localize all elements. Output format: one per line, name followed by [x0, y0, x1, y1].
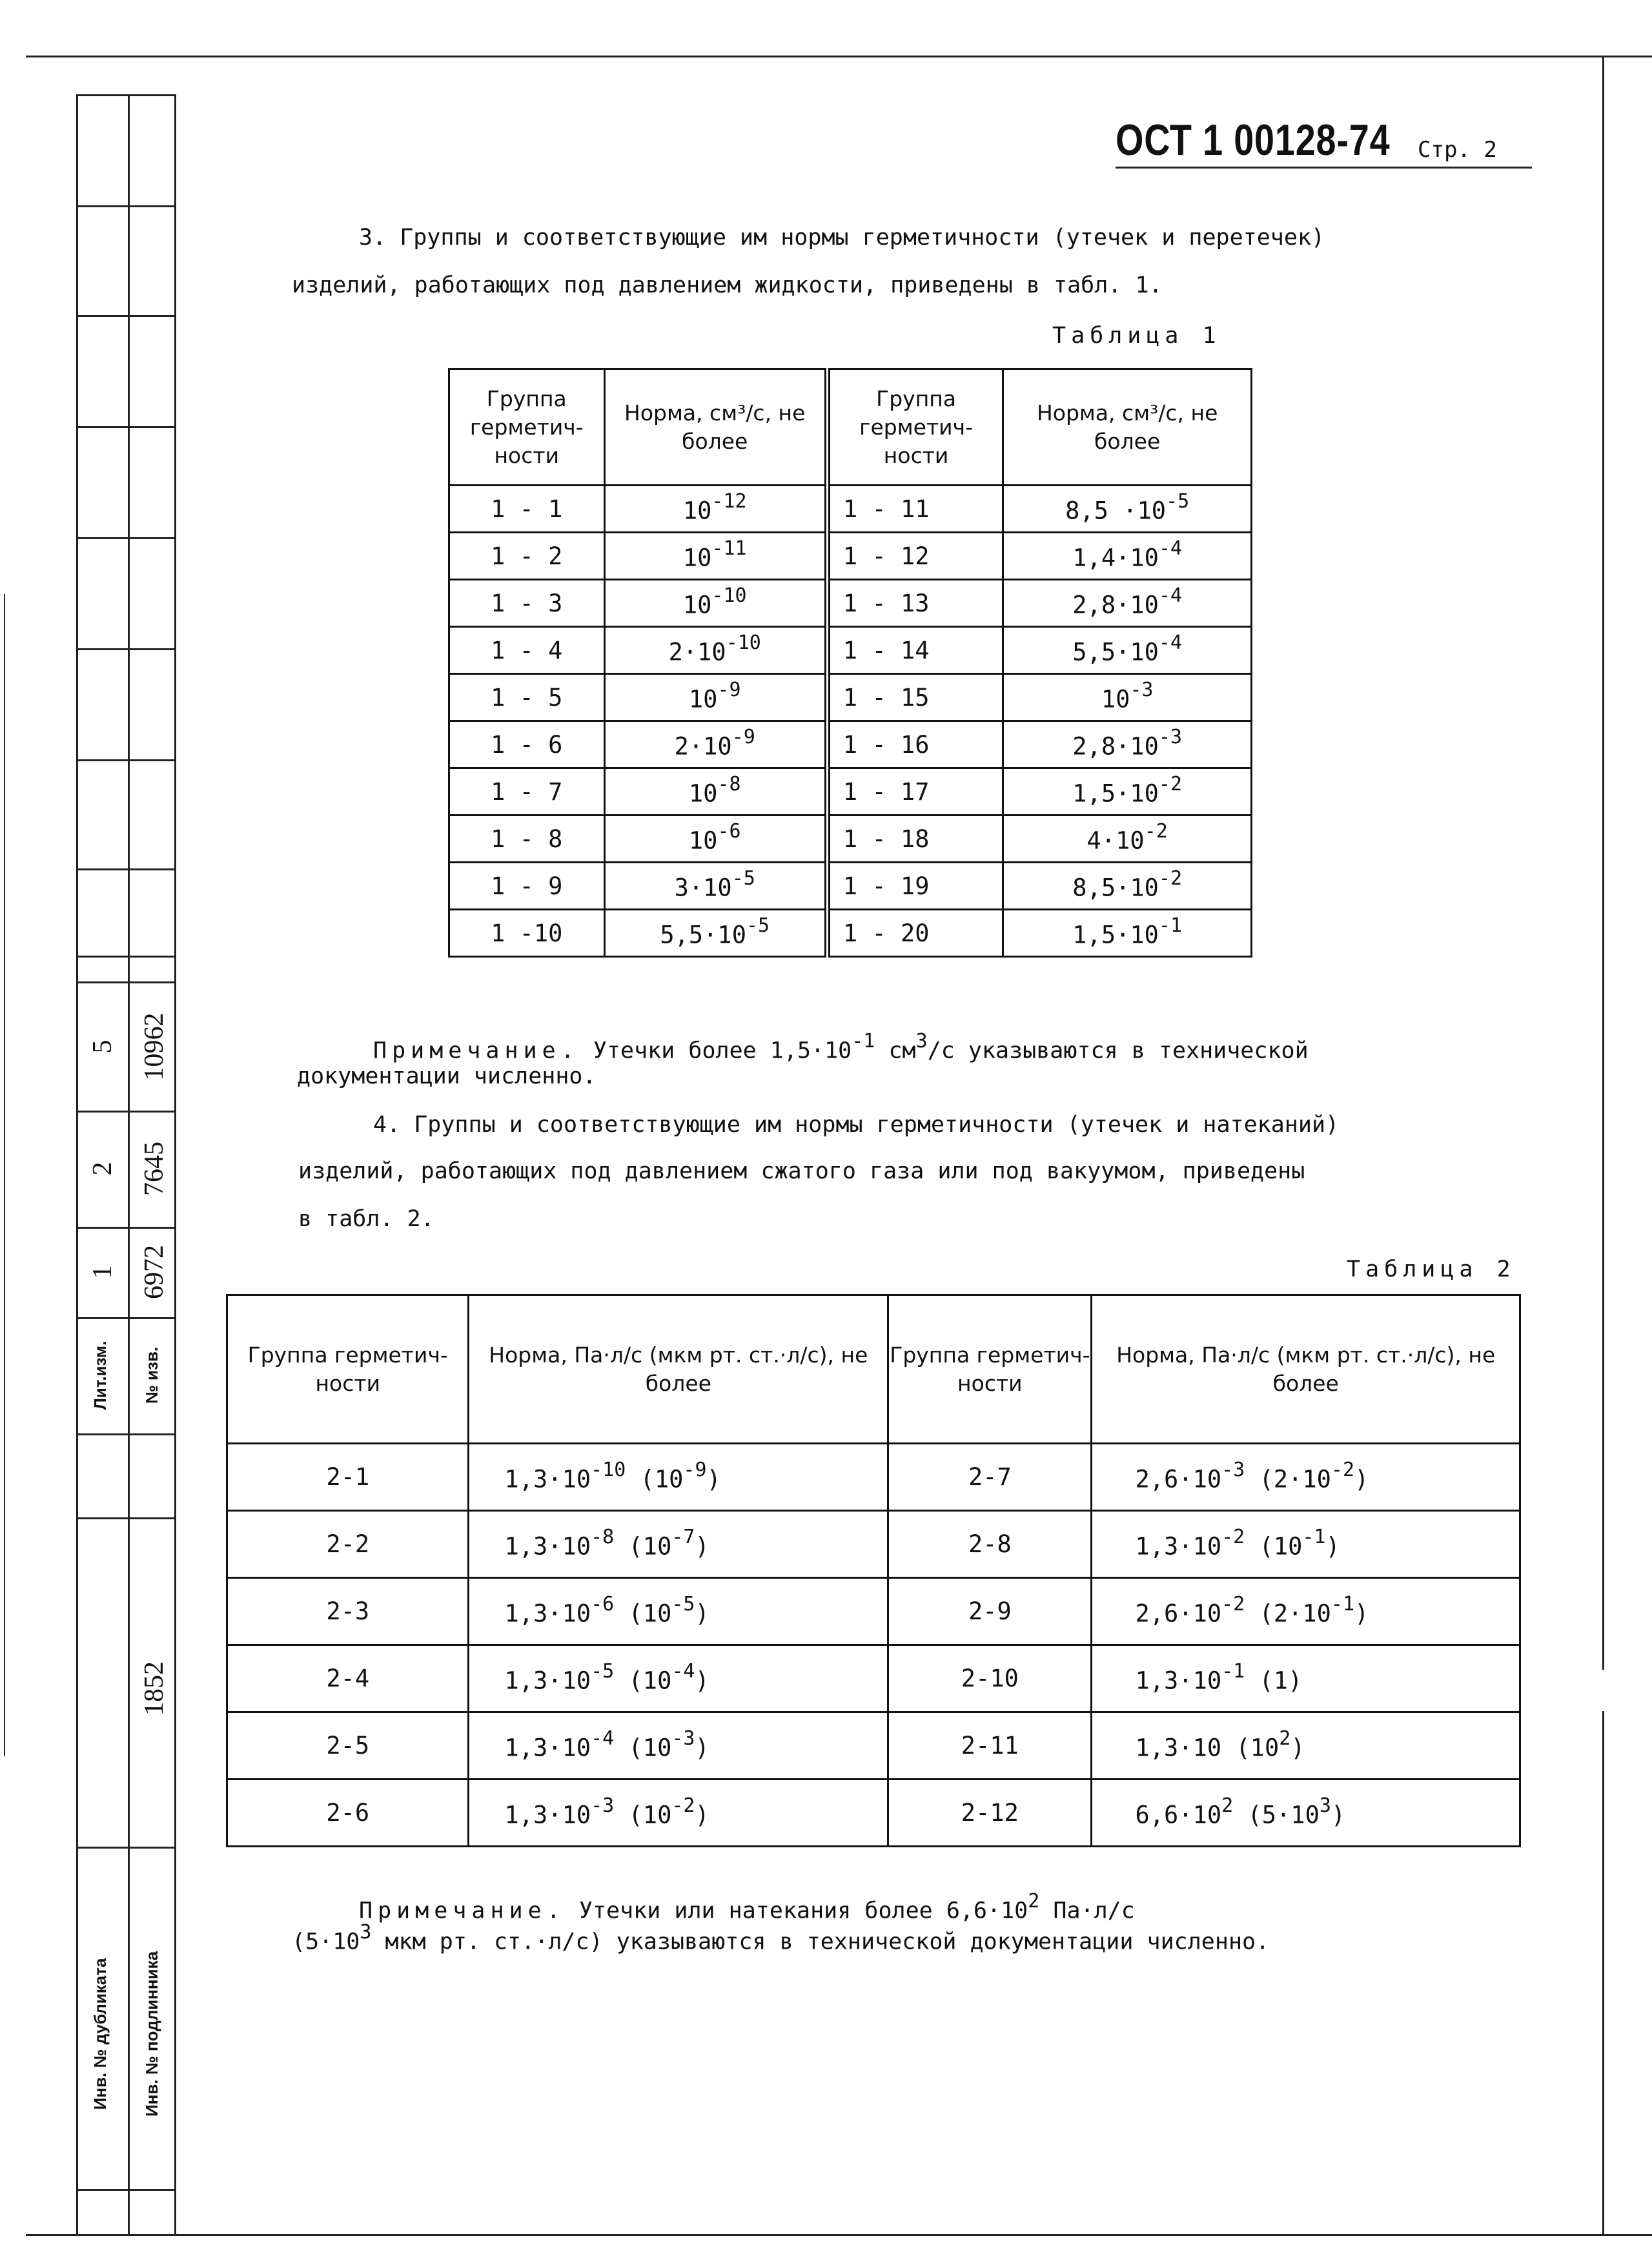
- table1-cell-group-right: 1 - 19: [827, 863, 1003, 910]
- table2-norm-left-main: 1,3·10: [504, 1599, 591, 1628]
- table2-cell-norm-right: [1092, 1578, 1520, 1645]
- table1-exponent-left: -6: [717, 820, 741, 843]
- table1-cell-norm-right: [1003, 533, 1252, 580]
- table2-row: [227, 1578, 1520, 1645]
- table2-cell-group-right: 2-10: [888, 1645, 1092, 1712]
- table1-cell-norm-left: [604, 768, 827, 816]
- table1-mantissa-left: 10: [688, 685, 718, 713]
- table2-norm-right-exp: 2: [1221, 1794, 1234, 1817]
- note1-text-c: /с указываются в технической: [927, 1038, 1309, 1064]
- table1-mantissa-right: 8,5·10: [1072, 874, 1159, 902]
- table1: [448, 368, 1252, 958]
- table2-cell-norm-left: [469, 1578, 888, 1645]
- table2-norm-left-paren: (10: [614, 1532, 672, 1561]
- table2-norm-right-paren: (10: [1221, 1734, 1280, 1762]
- table2-norm-left-paren: (10: [626, 1465, 684, 1493]
- table2-norm-left-main: 1,3·10: [504, 1532, 591, 1561]
- table2-norm-right-paren: (10: [1245, 1532, 1303, 1561]
- table1-row: [449, 768, 1252, 816]
- table1-cell-group-right: 1 - 11: [827, 486, 1003, 533]
- table1-exponent-right: -5: [1166, 490, 1190, 513]
- table2-header-group-right: Группа герметич- ности: [888, 1295, 1092, 1444]
- table1-cell-norm-left: [604, 627, 827, 674]
- table2-norm-right-paren-exp: 3: [1319, 1794, 1331, 1817]
- note1-exp-a: -1: [851, 1030, 875, 1052]
- table1-header-norm-right: Норма, см³/с, не более: [1003, 369, 1252, 486]
- table1-header-norm-left: Норма, см³/с, не более: [604, 369, 827, 486]
- table1-cell-group-left: 1 - 3: [449, 580, 605, 627]
- table1-mantissa-right: 1,4·10: [1072, 544, 1159, 572]
- table2-norm-right-exp: -3: [1221, 1458, 1245, 1481]
- table1-row: [449, 816, 1252, 863]
- right-border-lower: [1602, 1711, 1604, 2235]
- table1-exponent-left: -9: [717, 679, 741, 702]
- table1-mantissa-right: 2,8·10: [1072, 732, 1159, 761]
- table1-cell-group-right: 1 - 18: [827, 816, 1003, 863]
- table1-cell-group-left: 1 - 7: [449, 768, 605, 816]
- table1-mantissa-left: 2·10: [668, 638, 726, 666]
- table1-cell-norm-left: [604, 863, 827, 910]
- stamp-lit-izm: Лит.изм.: [90, 1340, 110, 1410]
- table1-mantissa-left: 10: [688, 779, 718, 808]
- table1-mantissa-left: 2·10: [674, 732, 732, 761]
- table2-norm-right-close: ): [1325, 1532, 1340, 1561]
- table1-cell-norm-left: [604, 533, 827, 580]
- table1-caption: Таблица 1: [1052, 323, 1221, 349]
- stamp-col2-7645: 7645: [139, 1142, 169, 1196]
- table1-cell-norm-right: [1003, 627, 1252, 674]
- table1-mantissa-left: 10: [682, 497, 712, 525]
- table2-norm-left-exp: -10: [591, 1458, 626, 1481]
- table1-mantissa-left: 10: [682, 591, 712, 619]
- note2-text-b: Па·л/с: [1039, 1898, 1135, 1924]
- note1-line2: документации численно.: [297, 1063, 597, 1089]
- table1-mantissa-right: 1,5·10: [1072, 921, 1159, 949]
- para3-line2: изделий, работающих под давлением жидкости, приведены в табл. 1.: [292, 272, 1163, 298]
- table1-exponent-left: -11: [711, 537, 747, 560]
- table2-row: [227, 1645, 1520, 1712]
- table1-mantissa-right: 5,5·10: [1072, 638, 1159, 666]
- table2-norm-right-close: ): [1290, 1734, 1305, 1762]
- table1-exponent-left: -12: [711, 490, 747, 513]
- table1-cell-norm-right: [1003, 721, 1252, 768]
- stamp-inv-dubl: Инв. № дубликата: [90, 1958, 110, 2110]
- table2-cell-group-left: 2-4: [227, 1645, 469, 1712]
- table1-cell-norm-left: [604, 910, 827, 957]
- table2-norm-right-paren: (2·10: [1245, 1465, 1331, 1493]
- note1-exp-b: 3: [915, 1030, 928, 1052]
- table2-cell-norm-right: [1092, 1645, 1520, 1712]
- table1-row: [449, 533, 1252, 580]
- table2-norm-right-main: 1,3·10: [1135, 1734, 1222, 1762]
- table2-norm-left-paren-exp: -9: [683, 1458, 707, 1481]
- table2-row: [227, 1780, 1520, 1847]
- table1-row: [449, 863, 1252, 910]
- table1-cell-group-right: 1 - 16: [827, 721, 1003, 768]
- table1-cell-group-right: 1 - 12: [827, 533, 1003, 580]
- table2-cell-norm-right: [1092, 1780, 1520, 1847]
- table2-norm-left-paren-exp: -4: [671, 1659, 695, 1683]
- table2-norm-left-paren-exp: -7: [671, 1525, 695, 1548]
- table1-cell-group-right: 1 - 20: [827, 910, 1003, 957]
- table2-norm-right-exp: -2: [1221, 1592, 1245, 1616]
- table2-cell-group-right: 2-7: [888, 1444, 1092, 1511]
- right-border: [1602, 56, 1604, 1670]
- table2-norm-left-paren: (10: [614, 1667, 672, 1695]
- note2-label: Примечание.: [359, 1898, 566, 1924]
- table1-exponent-left: -10: [711, 584, 747, 608]
- table1-cell-norm-right: [1003, 910, 1252, 957]
- table2-caption: Таблица 2: [1347, 1257, 1516, 1282]
- table2-row: [227, 1444, 1520, 1511]
- table2-norm-left-close: ): [695, 1667, 709, 1695]
- note1-text-b: см: [875, 1038, 916, 1064]
- table1-header-group-right: Группа герметич- ности: [827, 369, 1003, 486]
- table1-cell-norm-left: [604, 580, 827, 627]
- table1-row: [449, 580, 1252, 627]
- table1-cell-group-left: 1 - 4: [449, 627, 605, 674]
- table1-cell-group-left: 1 - 8: [449, 816, 605, 863]
- table2-norm-left-exp: -8: [591, 1525, 615, 1548]
- table1-mantissa-right: 8,5 ·10: [1065, 497, 1167, 525]
- table1-mantissa-right: 4·10: [1086, 826, 1145, 855]
- stamp-no-izv: № изв.: [142, 1346, 161, 1404]
- table1-cell-norm-left: [604, 816, 827, 863]
- table1-exponent-right: -4: [1158, 631, 1183, 655]
- table2-norm-left-paren-exp: -5: [671, 1592, 695, 1616]
- table2-norm-left-close: ): [695, 1801, 709, 1829]
- table1-cell-group-right: 1 - 17: [827, 768, 1003, 816]
- stamp-inv-orig-value: 1852: [139, 1661, 169, 1716]
- table1-mantissa-right: 2,8·10: [1072, 591, 1159, 619]
- table2-norm-left-main: 1,3·10: [504, 1465, 591, 1493]
- table1-row: [449, 627, 1252, 674]
- table1-cell-group-left: 1 - 1: [449, 486, 605, 533]
- stamp-col2-6972: 6972: [139, 1245, 169, 1299]
- table1-exponent-right: -2: [1158, 867, 1183, 890]
- table1-cell-norm-right: [1003, 816, 1252, 863]
- table1-cell-norm-right: [1003, 674, 1252, 721]
- table2-norm-right-paren: (1: [1245, 1667, 1289, 1695]
- table2-cell-group-right: 2-9: [888, 1578, 1092, 1645]
- table2-norm-right-close: ): [1331, 1801, 1346, 1829]
- table2-cell-group-left: 2-5: [227, 1712, 469, 1780]
- table2-cell-norm-left: [469, 1645, 888, 1712]
- table2-norm-right-close: ): [1288, 1667, 1303, 1695]
- table2-norm-right-paren: (5·10: [1233, 1801, 1320, 1829]
- table1-exponent-right: -2: [1144, 820, 1168, 843]
- para4-line2: изделий, работающих под давлением сжатого газа или под вакуумом, приведены: [298, 1158, 1305, 1184]
- table2-cell-norm-right: [1092, 1444, 1520, 1511]
- table1-exponent-right: -1: [1158, 914, 1183, 938]
- stamp-col1-1: 1: [88, 1265, 117, 1279]
- para4-line1: 4. Группы и соответствующие им нормы герметичности (утечек и натеканий): [373, 1112, 1340, 1138]
- table1-mantissa-left: 5,5·10: [660, 921, 746, 949]
- table2-norm-right-paren-exp: -1: [1302, 1525, 1326, 1548]
- note2-text-a: Утечки или натекания более 6,6·10: [578, 1898, 1028, 1924]
- table2-norm-right-exp: -2: [1221, 1525, 1245, 1548]
- table2-norm-right-paren-exp: -2: [1331, 1458, 1355, 1481]
- table2-norm-right-paren-exp: -1: [1331, 1592, 1355, 1616]
- table2-norm-left-paren: (10: [614, 1599, 672, 1628]
- table1-exponent-right: -2: [1158, 773, 1183, 796]
- table1-mantissa-left: 10: [682, 544, 712, 572]
- table1-cell-group-left: 1 -10: [449, 910, 605, 957]
- table2-header-group-left: Группа герметич- ности: [227, 1295, 469, 1444]
- note2-line2: [292, 1919, 1269, 1958]
- table1-exponent-left: -5: [746, 914, 770, 938]
- table1-exponent-right: -3: [1158, 726, 1183, 749]
- table2-norm-left-exp: -4: [591, 1727, 615, 1750]
- table1-cell-group-left: 1 - 2: [449, 533, 605, 580]
- stamp-inv-orig: Инв. № подлинника: [142, 1951, 161, 2117]
- table1-row: [449, 674, 1252, 721]
- table2-norm-left-main: 1,3·10: [504, 1734, 591, 1762]
- table2-header-norm-left: Норма, Па·л/с (мкм рт. ст.·л/с), не более: [469, 1295, 888, 1444]
- table2-header-norm-right: Норма, Па·л/с (мкм рт. ст.·л/с), не более: [1092, 1295, 1520, 1444]
- table1-row: [449, 486, 1252, 533]
- table1-cell-group-right: 1 - 14: [827, 627, 1003, 674]
- table1-cell-group-left: 1 - 6: [449, 721, 605, 768]
- table1-exponent-left: -10: [726, 631, 761, 655]
- table1-row: [449, 721, 1252, 768]
- table2-norm-left-close: ): [695, 1734, 709, 1762]
- stamp-col2-10962: 10962: [139, 1012, 169, 1081]
- table1-cell-norm-right: [1003, 486, 1252, 533]
- bottom-border: [26, 2234, 1652, 2236]
- table1-cell-norm-left: [604, 721, 827, 768]
- stamp-col1-2: 2: [88, 1162, 117, 1176]
- stamp-col1-5: 5: [88, 1040, 117, 1054]
- table2-norm-left-exp: -3: [591, 1794, 615, 1817]
- table1-exponent-right: -4: [1158, 537, 1183, 560]
- table1-mantissa-left: 10: [688, 826, 718, 855]
- table1-header-group-left: Группа герметич- ности: [449, 369, 605, 486]
- table2-cell-norm-right: [1092, 1712, 1520, 1780]
- table2-norm-left-close: ): [706, 1465, 721, 1493]
- table1-mantissa-right: 10: [1101, 685, 1130, 713]
- table1-cell-norm-right: [1003, 768, 1252, 816]
- note1-label: Примечание.: [373, 1038, 580, 1064]
- table1-cell-group-left: 1 - 5: [449, 674, 605, 721]
- table2-cell-group-left: 2-2: [227, 1511, 469, 1578]
- table1-cell-group-left: 1 - 9: [449, 863, 605, 910]
- table2-norm-left-exp: -5: [591, 1659, 615, 1683]
- table1-cell-norm-right: [1003, 863, 1252, 910]
- header-underline: [1116, 167, 1532, 169]
- table2-norm-right-close: ): [1354, 1599, 1369, 1628]
- page-number: Стр. 2: [1418, 137, 1497, 163]
- table2-cell-group-left: 2-6: [227, 1780, 469, 1847]
- left-edge: [4, 594, 5, 1756]
- table2-cell-norm-left: [469, 1712, 888, 1780]
- table2-row: [227, 1511, 1520, 1578]
- table2-norm-left-exp: -6: [591, 1592, 615, 1616]
- table1-row: [449, 910, 1252, 957]
- table2-cell-group-left: 2-3: [227, 1578, 469, 1645]
- table2-norm-left-paren: (10: [614, 1734, 672, 1762]
- top-border: [26, 56, 1652, 57]
- table1-cell-group-right: 1 - 15: [827, 674, 1003, 721]
- table1-cell-norm-left: [604, 674, 827, 721]
- table1-exponent-right: -3: [1130, 679, 1154, 702]
- table1-mantissa-left: 3·10: [674, 874, 732, 902]
- table1-cell-norm-left: [604, 486, 827, 533]
- table1-exponent-left: -9: [731, 726, 755, 749]
- table2-cell-norm-right: [1092, 1511, 1520, 1578]
- table2-cell-group-right: 2-8: [888, 1511, 1092, 1578]
- table2-norm-left-paren-exp: -3: [671, 1727, 695, 1750]
- table1-exponent-left: -8: [717, 773, 741, 796]
- table1-cell-group-right: 1 - 13: [827, 580, 1003, 627]
- table2-norm-right-main: 6,6·10: [1135, 1801, 1222, 1829]
- table2-cell-norm-left: [469, 1444, 888, 1511]
- table2-norm-right-paren-exp: 2: [1279, 1727, 1291, 1750]
- table2-norm-right-close: ): [1354, 1465, 1369, 1493]
- table2-norm-right-main: 2,6·10: [1135, 1599, 1222, 1628]
- table2-norm-right-exp: -1: [1221, 1659, 1245, 1683]
- table2-cell-group-right: 2-11: [888, 1712, 1092, 1780]
- table2-row: [227, 1712, 1520, 1780]
- note2-exp-a: 2: [1028, 1890, 1040, 1913]
- table2-norm-right-main: 1,3·10: [1135, 1532, 1222, 1561]
- note2-exp-2: 3: [360, 1921, 372, 1944]
- para4-line3: в табл. 2.: [298, 1206, 434, 1232]
- table2-norm-right-paren: (2·10: [1245, 1599, 1331, 1628]
- table1-mantissa-right: 1,5·10: [1072, 779, 1159, 808]
- document-code: ОСТ 1 00128-74: [1116, 116, 1391, 165]
- table2-cell-group-left: 2-1: [227, 1444, 469, 1511]
- note2-text-2b: мкм рт. ст.·л/с) указываются в технической документации численно.: [371, 1929, 1270, 1955]
- table1-exponent-left: -5: [731, 867, 755, 890]
- note1-text-a: Утечки более 1,5·10: [593, 1038, 852, 1064]
- table1-exponent-right: -4: [1158, 584, 1183, 608]
- table2-norm-left-paren: (10: [614, 1801, 672, 1829]
- note2-text-2a: (5·10: [292, 1929, 360, 1955]
- table2-cell-group-right: 2-12: [888, 1780, 1092, 1847]
- table2-cell-norm-left: [469, 1511, 888, 1578]
- table1-cell-norm-right: [1003, 580, 1252, 627]
- table2-norm-left-close: ): [695, 1599, 709, 1628]
- table2: [226, 1294, 1521, 1847]
- table2-cell-norm-left: [469, 1780, 888, 1847]
- table2-norm-left-main: 1,3·10: [504, 1667, 591, 1695]
- table2-norm-right-main: 2,6·10: [1135, 1465, 1222, 1493]
- table2-norm-left-main: 1,3·10: [504, 1801, 591, 1829]
- table2-norm-left-close: ): [695, 1532, 709, 1561]
- table2-norm-right-main: 1,3·10: [1135, 1667, 1222, 1695]
- para3-line1: 3. Группы и соответствующие им нормы герметичности (утечек и перетечек): [359, 225, 1325, 251]
- table2-norm-left-paren-exp: -2: [671, 1794, 695, 1817]
